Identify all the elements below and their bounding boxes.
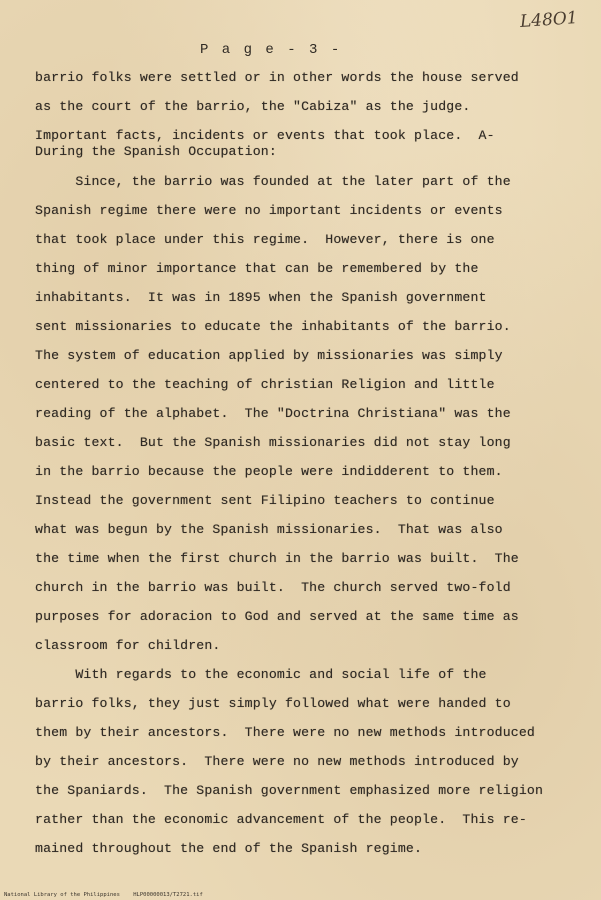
text-line: the time when the first church in the barrio was built. The <box>35 551 519 566</box>
text-line: Spanish regime there were no important incidents or events <box>35 203 503 218</box>
text-line: by their ancestors. There were no new methods introduced by <box>35 754 519 769</box>
text-line: rather than the economic advancement of the people. This re- <box>35 812 527 827</box>
text-line: inhabitants. It was in 1895 when the Spanish government <box>35 290 487 305</box>
text-line: what was begun by the Spanish missionaries. That was also <box>35 522 503 537</box>
scan-footer <box>4 892 213 898</box>
text-line: that took place under this regime. However, there is one <box>35 232 495 247</box>
text-line: reading of the alphabet. The "Doctrina Christiana" was the <box>35 406 511 421</box>
text-line: in the barrio because the people were indidderent to them. <box>35 464 503 479</box>
text-line: purposes for adoracion to God and served at the same time as <box>35 609 519 624</box>
handwritten-page-number: L48O1 <box>519 8 579 32</box>
text-line: Since, the barrio was founded at the later part of the <box>35 174 511 189</box>
text-line: The system of education applied by missionaries was simply <box>35 348 503 363</box>
text-line: them by their ancestors. There were no new methods introduced <box>35 725 535 740</box>
page-heading: P a g e - 3 - <box>200 42 342 58</box>
text-line: church in the barrio was built. The church served two-fold <box>35 580 511 595</box>
text-line: sent missionaries to educate the inhabitants of the barrio. <box>35 319 511 334</box>
text-line: barrio folks, they just simply followed what were handed to <box>35 696 511 711</box>
text-line: centered to the teaching of christian Religion and little <box>35 377 495 392</box>
section-heading: During the Spanish Occupation: <box>35 144 277 159</box>
library-credit: National Library of the Philippines <box>4 892 120 898</box>
text-line: as the court of the barrio, the "Cabiza" as the judge. <box>35 99 471 114</box>
text-line: barrio folks were settled or in other words the house served <box>35 70 519 85</box>
text-line: With regards to the economic and social life of the <box>35 667 487 682</box>
text-line: Important facts, incidents or events that took place. A- <box>35 128 495 143</box>
text-line: basic text. But the Spanish missionaries did not stay long <box>35 435 511 450</box>
scan-filename: HLP00000013/T2721.tif <box>133 892 203 898</box>
text-line: classroom for children. <box>35 638 221 653</box>
text-line: the Spaniards. The Spanish government emphasized more religion <box>35 783 544 798</box>
text-line: Instead the government sent Filipino teachers to continue <box>35 493 495 508</box>
text-line: mained throughout the end of the Spanish regime. <box>35 841 423 856</box>
text-line: thing of minor importance that can be remembered by the <box>35 261 479 276</box>
